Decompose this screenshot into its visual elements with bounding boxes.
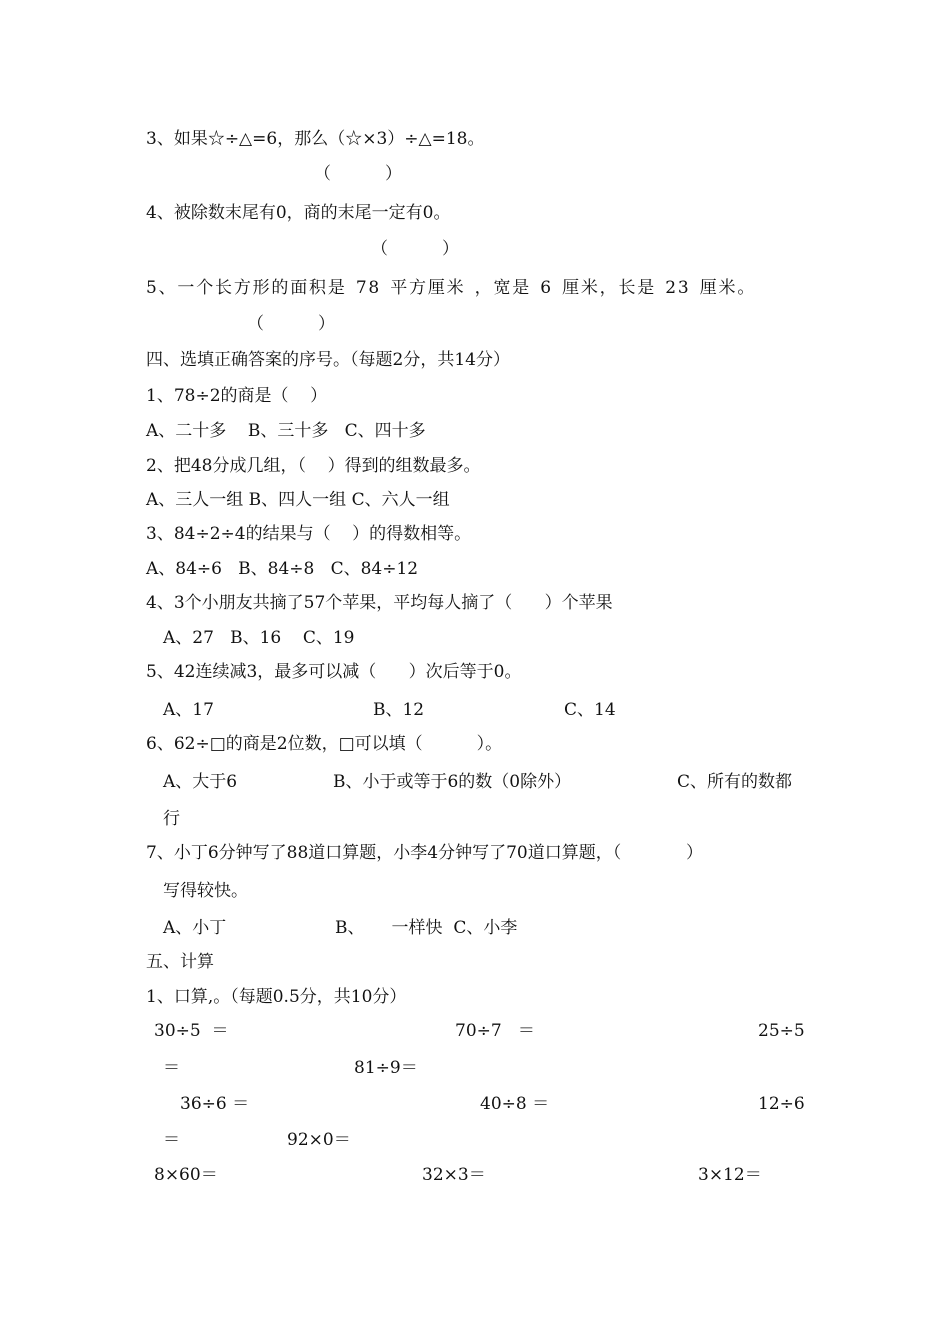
calc-expression: 32×3＝ xyxy=(422,1165,486,1185)
calc-equals: ＝ xyxy=(163,1130,180,1150)
choice-question-5: 5、42连续减3，最多可以减（ ）次后等于0。 xyxy=(146,662,522,682)
choice-question-7: 7、小丁6分钟写了88道口算题，小李4分钟写了70道口算题，（ ） xyxy=(146,843,704,863)
calc-expression: 12÷6 xyxy=(758,1094,805,1114)
choice-question-6: 6、62÷□的商是2位数，□可以填（ ）。 xyxy=(146,734,503,754)
calc-expression: 70÷7 ＝ xyxy=(455,1021,535,1041)
choice-option-6c: C、所有的数都 xyxy=(677,772,793,792)
section-five-heading: 五、计算 xyxy=(146,952,214,972)
calc-expression: 40÷8 ＝ xyxy=(480,1094,550,1114)
calc-expression: 36÷6 ＝ xyxy=(180,1094,250,1114)
choice-question-7-continued: 写得较快。 xyxy=(163,881,248,901)
calc-equals: ＝ xyxy=(163,1058,180,1078)
judge-question-4: 4、被除数末尾有0，商的末尾一定有0。 xyxy=(146,203,451,223)
choice-question-4: 4、3个小朋友共摘了57个苹果，平均每人摘了（ ）个苹果 xyxy=(146,593,613,613)
calc-expression: 25÷5 xyxy=(758,1021,805,1041)
choice-option-5c: C、14 xyxy=(564,700,616,720)
judge-question-3: 3、如果☆÷△=6，那么（☆×3）÷△=18。 xyxy=(146,129,485,149)
calc-expression: 92×0＝ xyxy=(287,1130,351,1150)
judge-question-5: 5、一个长方形的面积是 78 平方厘米 ，宽是 6 厘米，长是 23 厘米。 xyxy=(146,278,757,298)
choice-option-5a: A、17 xyxy=(163,700,214,720)
choice-options-4: A、27 B、16 C、19 xyxy=(163,628,355,648)
choice-options-7bc: B、 一样快 C、小李 xyxy=(335,918,518,938)
choice-question-1: 1、78÷2的商是（ ） xyxy=(146,386,328,406)
choice-question-3: 3、84÷2÷4的结果与（ ）的得数相等。 xyxy=(146,524,472,544)
answer-paren: （ ） xyxy=(247,314,336,334)
answer-paren: （ ） xyxy=(314,164,403,184)
choice-option-6b: B、小于或等于6的数（0除外） xyxy=(333,772,572,792)
choice-options-2: A、三人一组 B、四人一组 C、六人一组 xyxy=(146,490,450,510)
choice-option-6a: A、大于6 xyxy=(163,772,238,792)
calc-expression: 81÷9＝ xyxy=(354,1058,418,1078)
section-four-heading: 四、选填正确答案的序号。（每题2分，共14分） xyxy=(146,350,510,370)
choice-option-7a: A、小丁 xyxy=(163,918,227,938)
calc-expression: 30÷5 ＝ xyxy=(154,1021,229,1041)
calc-expression: 3×12＝ xyxy=(698,1165,762,1185)
calc-subheading-1: 1、口算,。（每题0.5分，共10分） xyxy=(146,987,407,1007)
answer-paren: （ ） xyxy=(371,239,460,259)
choice-question-2: 2、把48分成几组，（ ）得到的组数最多。 xyxy=(146,456,481,476)
choice-option-5b: B、12 xyxy=(373,700,425,720)
choice-options-3: A、84÷6 B、84÷8 C、84÷12 xyxy=(146,559,419,579)
calc-expression: 8×60＝ xyxy=(154,1165,218,1185)
choice-option-6c-continued: 行 xyxy=(163,809,180,829)
choice-options-1: A、二十多 B、三十多 C、四十多 xyxy=(146,421,426,441)
